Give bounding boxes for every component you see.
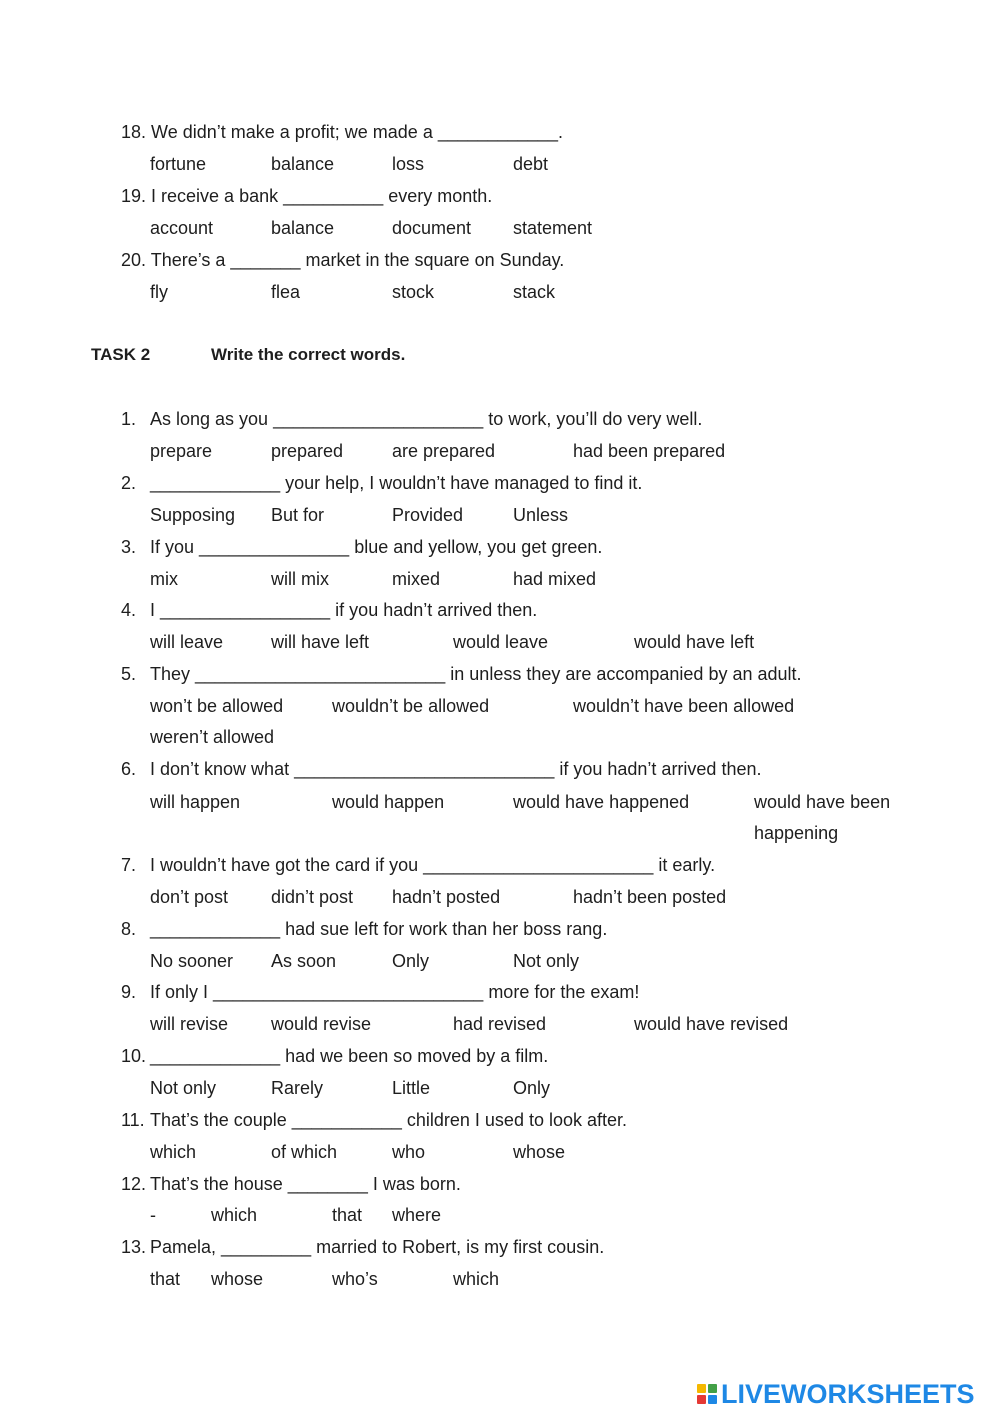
- option: are prepared: [392, 441, 496, 461]
- option: loss: [392, 154, 425, 174]
- question-number: 10.: [121, 1046, 147, 1066]
- option: don’t post: [150, 887, 229, 907]
- option: which: [211, 1205, 258, 1225]
- option: statement: [513, 218, 593, 238]
- option: will leave: [150, 632, 224, 652]
- question-text: As long as you _____________________ to work, you’ll do very well.: [150, 409, 703, 429]
- question-19: 19. I receive a bank __________ every month.: [121, 186, 493, 206]
- question-text: That’s the house ________ I was born.: [150, 1174, 461, 1194]
- question-number: 9.: [121, 982, 137, 1002]
- option: will mix: [271, 569, 329, 589]
- option: won’t be allowed: [150, 696, 284, 716]
- option: No sooner: [150, 951, 234, 971]
- option: Unless: [513, 505, 569, 525]
- question-number: 3.: [121, 537, 137, 557]
- option: mixed: [392, 569, 441, 589]
- option: whose: [513, 1142, 566, 1162]
- option: that: [150, 1269, 181, 1289]
- option: Supposing: [150, 505, 236, 525]
- option: Little: [392, 1078, 431, 1098]
- question-number: 11.: [121, 1110, 145, 1130]
- question-number: 6.: [121, 759, 137, 779]
- option: would revise: [271, 1014, 372, 1034]
- option: will revise: [150, 1014, 229, 1034]
- option: balance: [271, 154, 335, 174]
- question-text: I wouldn’t have got the card if you _______________________ it early.: [150, 855, 716, 875]
- question-18: 18. We didn’t make a profit; we made a ____________.: [121, 122, 563, 142]
- option: mix: [150, 569, 178, 589]
- option: prepare: [150, 441, 213, 461]
- question-number: 5.: [121, 664, 137, 684]
- option: debt: [513, 154, 549, 174]
- option: Not only: [513, 951, 580, 971]
- question-20: 20. There’s a _______ market in the square on Sunday.: [121, 250, 565, 270]
- option-continuation: happening: [754, 823, 839, 843]
- option: will happen: [150, 792, 241, 812]
- question-text: _____________ your help, I wouldn’t have managed to find it.: [150, 473, 643, 493]
- option: wouldn’t have been allowed: [573, 696, 795, 716]
- option: hadn’t posted: [392, 887, 501, 907]
- option: -: [150, 1205, 156, 1225]
- option: which: [150, 1142, 197, 1162]
- option: where: [392, 1205, 442, 1225]
- option: would have been: [754, 792, 891, 812]
- option: would happen: [332, 792, 445, 812]
- option: Only: [392, 951, 430, 971]
- option: prepared: [271, 441, 344, 461]
- option: didn’t post: [271, 887, 354, 907]
- option: But for: [271, 505, 325, 525]
- option: As soon: [271, 951, 337, 971]
- option: Rarely: [271, 1078, 324, 1098]
- option: whose: [211, 1269, 264, 1289]
- option: who’s: [332, 1269, 378, 1289]
- question-text: If only I ___________________________ more for the exam!: [150, 982, 640, 1002]
- task-instruction: Write the correct words.: [211, 345, 406, 364]
- option: fly: [150, 282, 168, 302]
- question-number: 2.: [121, 473, 137, 493]
- option: fortune: [150, 154, 207, 174]
- question-text: If you _______________ blue and yellow, you get green.: [150, 537, 603, 557]
- question-number: 12.: [121, 1174, 147, 1194]
- question-number: 4.: [121, 600, 137, 620]
- question-number: 8.: [121, 919, 137, 939]
- option: that: [332, 1205, 363, 1225]
- question-text: Pamela, _________ married to Robert, is my first cousin.: [150, 1237, 605, 1257]
- logo-text: LIVEWORKSHEETS: [721, 1378, 975, 1409]
- question-text: They _________________________ in unless they are accompanied by an adult.: [150, 664, 802, 684]
- option: hadn’t been posted: [573, 887, 727, 907]
- option: account: [150, 218, 214, 238]
- question-text: _____________ had we been so moved by a film.: [150, 1046, 549, 1066]
- option: who: [392, 1142, 426, 1162]
- liveworksheets-logo: [697, 1379, 975, 1409]
- option: which: [453, 1269, 500, 1289]
- option: would have revised: [634, 1014, 789, 1034]
- option: stack: [513, 282, 556, 302]
- option: flea: [271, 282, 301, 302]
- question-number: 7.: [121, 855, 137, 875]
- option: would leave: [453, 632, 549, 652]
- option: of which: [271, 1142, 338, 1162]
- option: Not only: [150, 1078, 217, 1098]
- option: would have left: [634, 632, 755, 652]
- question-text: _____________ had sue left for work than her boss rang.: [150, 919, 608, 939]
- option: Only: [513, 1078, 551, 1098]
- option: document: [392, 218, 472, 238]
- option: had revised: [453, 1014, 547, 1034]
- logo-blocks-icon: [697, 1384, 717, 1404]
- question-text: I _________________ if you hadn’t arrived then.: [150, 600, 538, 620]
- question-text: That’s the couple ___________ children I used to look after.: [150, 1110, 628, 1130]
- question-number: 1.: [121, 409, 137, 429]
- question-text: I don’t know what __________________________ if you hadn’t arrived then.: [150, 759, 762, 779]
- option: had been prepared: [573, 441, 726, 461]
- option: would have happened: [513, 792, 690, 812]
- option: balance: [271, 218, 335, 238]
- option: will have left: [271, 632, 370, 652]
- option: stock: [392, 282, 435, 302]
- option: weren’t allowed: [150, 727, 275, 747]
- task-label: TASK 2: [91, 345, 151, 364]
- option: had mixed: [513, 569, 597, 589]
- option: wouldn’t be allowed: [332, 696, 490, 716]
- question-number: 13.: [121, 1237, 147, 1257]
- option: Provided: [392, 505, 464, 525]
